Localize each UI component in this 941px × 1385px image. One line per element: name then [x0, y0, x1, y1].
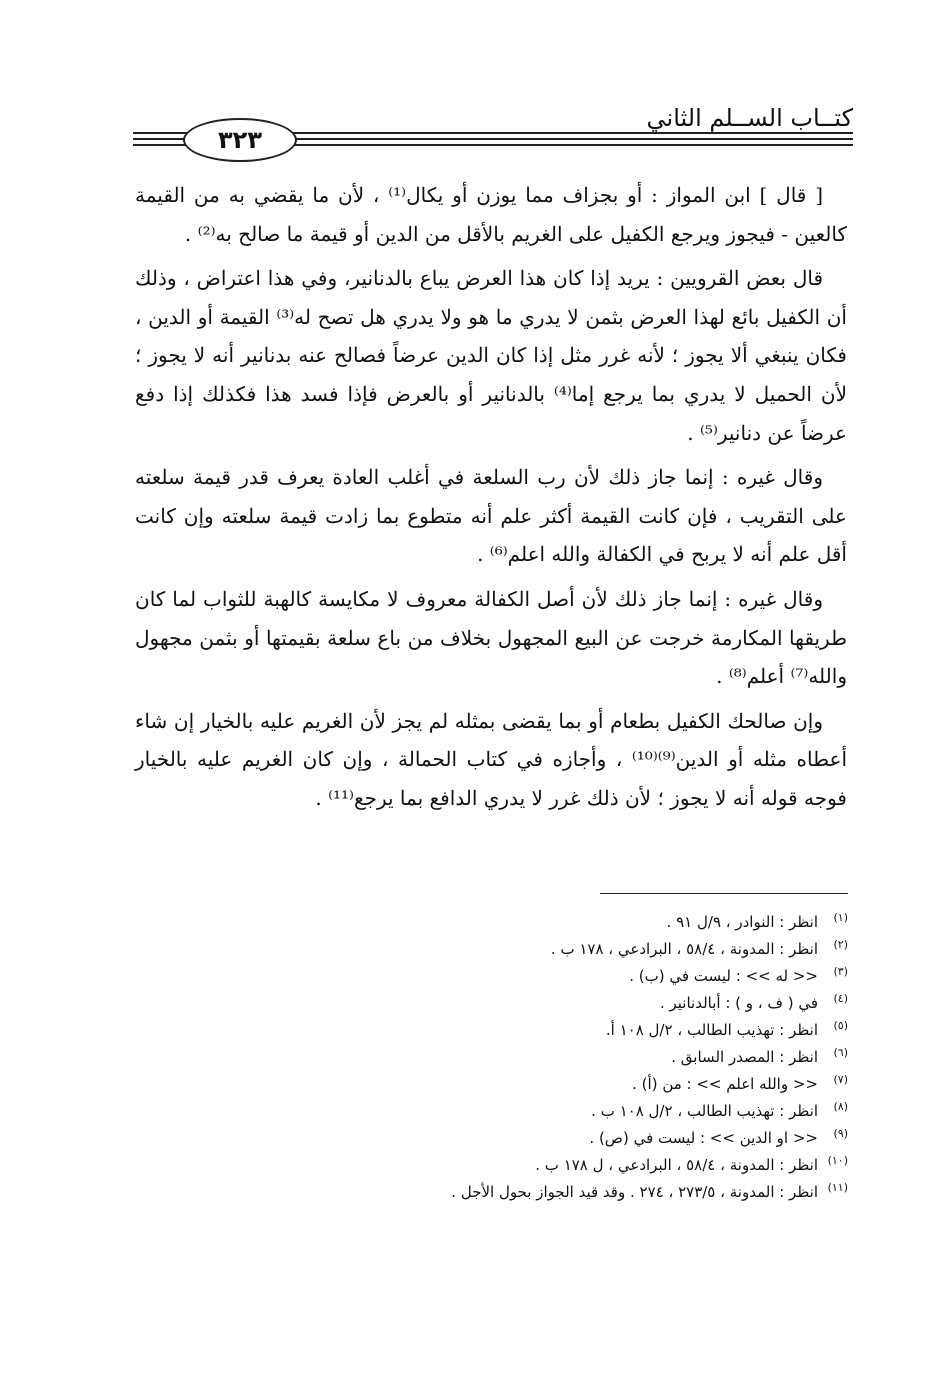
- paragraph: وإن صالحك الكفيل بطعام أو بما يقضى بمثله لم يجز لأن الغريم عليه بالخيار إن شاء أعطاه مثله أو الدين⁽⁹⁾⁽¹⁰⁾ ، وأجازه في كتاب الحمالة ، وإن كان الغريم عليه بالخيار فوجه قوله أنه لا يجوز ؛ لأن ذلك غرر لا يدري الدافع بما يرجع⁽¹¹⁾ .: [135, 708, 848, 810]
- footnote-text: انظر : المدونة ، ٥٨/٤ ، البرادعي ، ل ١٧٨ ب .: [535, 1156, 818, 1174]
- footnote-number: (١٠): [827, 1154, 848, 1167]
- footnote-number: (٩): [833, 1127, 848, 1140]
- footnote-number: (٦): [833, 1046, 848, 1059]
- footnote-text: انظر : النوادر ، ٩/ل ٩١ .: [666, 913, 818, 931]
- main-text: [135, 176, 847, 824]
- page-number: ٣٢٣: [218, 126, 262, 154]
- footnote-text: << والله اعلم >> : من (أ) .: [632, 1075, 818, 1093]
- footnote-text: انظر : المدونة ، ٢٧٣/٥ ، ٢٧٤ . وقد قيد الجواز بحول الأجل .: [451, 1183, 818, 1201]
- footnote: [300, 931, 848, 958]
- footnote-text: << او الدين >> : ليست في (ص) .: [589, 1129, 818, 1147]
- footnote: [300, 904, 848, 931]
- footnote-number: (٣): [833, 965, 848, 978]
- footnote: [300, 1012, 848, 1039]
- footnote-number: (٨): [833, 1100, 848, 1113]
- footnote-text: انظر : المصدر السابق .: [671, 1048, 818, 1066]
- footnote-number: (٤): [833, 992, 848, 1005]
- footnote-separator: [600, 893, 848, 894]
- footnote: [300, 1174, 848, 1201]
- footnote-number: (١): [833, 911, 848, 924]
- book-title: كتــاب الســلم الثاني: [646, 104, 853, 132]
- footnote-number: (١١): [827, 1181, 848, 1194]
- paragraph: قال بعض القرويين : يريد إذا كان هذا العرض يباع بالدنانير، وفي هذا اعتراض ، وذلك أن الكفيل بائع لهذا العرض بثمن لا يدري ما هو ولا يدري هل تصح له⁽³⁾ القيمة أو الدين ، فكان ينبغي ألا يجوز ؛ لأنه غرر مثل إذا كان الدين عرضاً فصالح عنه بدنانير أنه لا يجوز ؛ لأن الحميل لا يدري بما يرجع إما⁽⁴⁾ بالدنانير أو بالعرض فإذا فسد هذا فكذلك إذا دفع عرضاً عن دنانير⁽⁵⁾ .: [135, 266, 848, 445]
- running-header: [133, 98, 853, 160]
- footnote: [300, 1066, 848, 1093]
- footnote: [300, 985, 848, 1012]
- footnote: [300, 958, 848, 985]
- footnote: [300, 1147, 848, 1174]
- footnote: [300, 1093, 848, 1120]
- footnote: [300, 1039, 848, 1066]
- footnote-text: << له >> : ليست في (ب) .: [629, 967, 818, 985]
- footnote-number: (٥): [833, 1019, 848, 1032]
- footnote-text: في ( ف ، و ) : أبالدنانير .: [659, 994, 818, 1012]
- paragraph: وقال غيره : إنما جاز ذلك لأن رب السلعة في أغلب العادة يعرف قدر قيمة سلعته على التقريب ، فإن كانت القيمة أكثر علم أنه متطوع بما زادت قيمة سلعته وإن كانت أقل علم أنه لا يربح في الكفالة والله اعلم⁽⁶⁾ .: [135, 465, 847, 567]
- page-number-oval: [183, 118, 297, 162]
- footnote-text: انظر : تهذيب الطالب ، ٢/ل ١٠٨ أ.: [605, 1021, 818, 1039]
- footnote-number: (٢): [833, 938, 848, 951]
- footnote-text: انظر : المدونة ، ٥٨/٤ ، البرادعي ، ١٧٨ ب .: [550, 940, 818, 958]
- footnote-number: (٧): [833, 1073, 848, 1086]
- footnotes: [300, 904, 848, 1201]
- footnote: [300, 1120, 848, 1147]
- paragraph: [ قال ] ابن المواز : أو بجزاف مما يوزن أو يكال⁽¹⁾ ، لأن ما يقضي به من القيمة كالعين - فيجوز ويرجع الكفيل على الغريم بالأقل من الدين أو قيمة ما صالح به⁽²⁾ .: [135, 183, 847, 246]
- footnote-text: انظر : تهذيب الطالب ، ٢/ل ١٠٨ ب .: [591, 1102, 818, 1120]
- paragraph: وقال غيره : إنما جاز ذلك لأن أصل الكفالة معروف لا مكايسة كالهبة للثواب لما كان طريقها المكارمة خرجت عن البيع المجهول بخلاف من باع سلعة بقيمتها أو بثمن مجهول والله⁽⁷⁾ أعلم⁽⁸⁾ .: [135, 586, 847, 689]
